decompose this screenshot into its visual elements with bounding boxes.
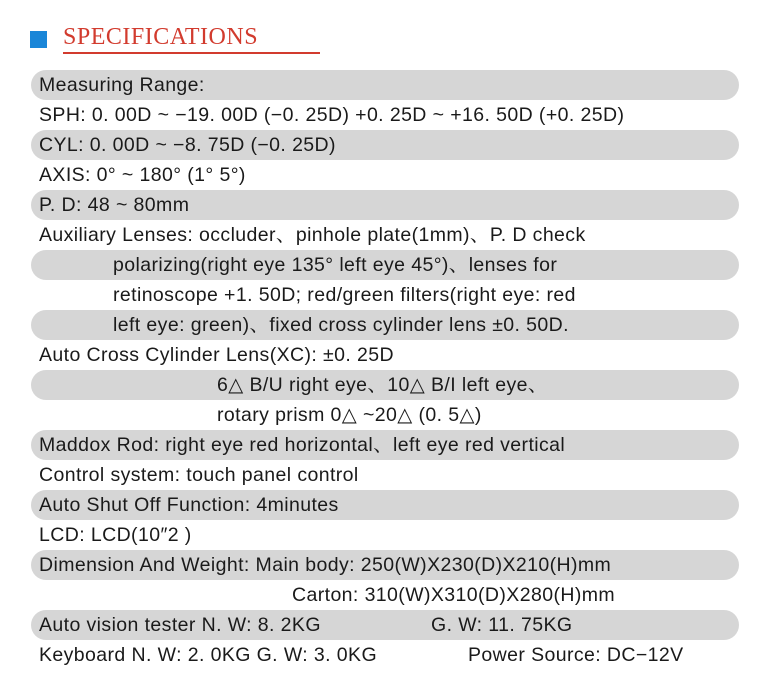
spec-row [31, 250, 739, 280]
spec-row [31, 490, 739, 520]
spec-list [31, 70, 739, 670]
spec-row [31, 460, 739, 490]
spec-text: retinoscope +1. 50D; red/green filters(right eye: red [113, 284, 576, 306]
spec-text: LCD: LCD(10″2 ) [39, 524, 192, 546]
spec-row [31, 520, 739, 550]
spec-text: Carton: 310(W)X310(D)X280(H)mm [292, 584, 616, 606]
spec-row [31, 370, 739, 400]
spec-row [31, 190, 739, 220]
spec-text: Keyboard N. W: 2. 0KG G. W: 3. 0KG [39, 644, 378, 666]
section-header [30, 24, 292, 52]
spec-row [31, 220, 739, 250]
spec-row [31, 100, 739, 130]
spec-row [31, 160, 739, 190]
blue-square-icon [30, 31, 47, 48]
spec-text: Control system: touch panel control [39, 464, 359, 486]
spec-text: AXIS: 0° ~ 180° (1° 5°) [39, 164, 246, 186]
spec-row [31, 610, 739, 640]
spec-row [31, 310, 739, 340]
spec-text: G. W: 11. 75KG [431, 614, 573, 636]
spec-text: left eye: green)、fixed cross cylinder lens ±0. 50D. [113, 314, 569, 336]
spec-row [31, 400, 739, 430]
page-title: SPECIFICATIONS [63, 24, 259, 50]
spec-row [31, 340, 739, 370]
spec-text: Power Source: DC−12V [468, 644, 684, 666]
spec-text: Auto Cross Cylinder Lens(XC): ±0. 25D [39, 344, 394, 366]
spec-text: Maddox Rod: right eye red horizontal、left eye red vertical [39, 434, 566, 456]
spec-text: Auto vision tester N. W: 8. 2KG [39, 614, 321, 636]
spec-text: 6△ B/U right eye、10△ B/I left eye、 [217, 374, 548, 396]
spec-row [31, 130, 739, 160]
spec-row [31, 70, 739, 100]
spec-row [31, 430, 739, 460]
spec-text: Measuring Range: [39, 74, 205, 96]
title-underline [63, 52, 320, 54]
spec-row [31, 280, 739, 310]
spec-row [31, 580, 739, 610]
spec-text: SPH: 0. 00D ~ −19. 00D (−0. 25D) +0. 25D ~ +16. 50D (+0. 25D) [39, 104, 625, 126]
spec-text: Auto Shut Off Function: 4minutes [39, 494, 339, 516]
spec-text: P. D: 48 ~ 80mm [39, 194, 190, 216]
spec-text: Auxiliary Lenses: occluder、pinhole plate(1mm)、P. D check [39, 224, 586, 246]
spec-row [31, 640, 739, 670]
spec-text: rotary prism 0△ ~20△ (0. 5△) [217, 404, 482, 426]
spec-text: CYL: 0. 00D ~ −8. 75D (−0. 25D) [39, 134, 336, 156]
spec-text: polarizing(right eye 135° left eye 45°)、lenses for [113, 254, 558, 276]
spec-text: Dimension And Weight: Main body: 250(W)X230(D)X210(H)mm [39, 554, 612, 576]
spec-row [31, 550, 739, 580]
